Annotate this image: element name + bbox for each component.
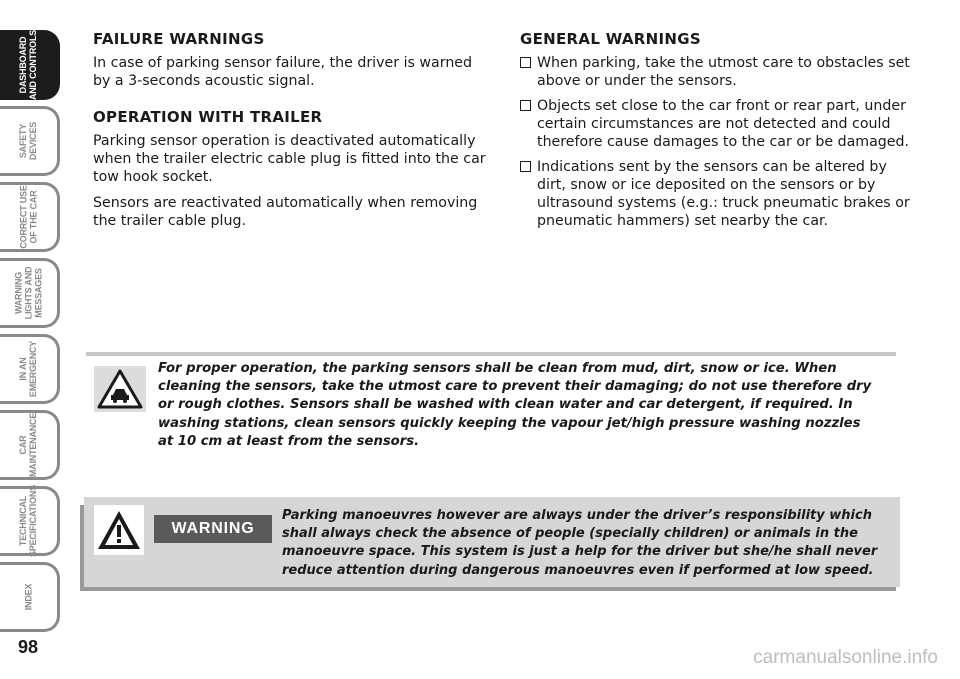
failure-warnings-text: In case of parking sensor failure, the driver is warned by a 3-seconds acoustic signal. [93, 55, 473, 89]
checkbox-square-icon [520, 100, 531, 111]
tab-dashboard-and-controls[interactable] [0, 30, 60, 100]
checkbox-square-icon [520, 161, 531, 172]
care-note-text: For proper operation, the parking sensors shall be clean from mud, dirt, snow or ice. When cleaning the sensors, take the utmost care to prevent their damaging; do not use therefore dry or rough clothes. Sensors shall be washed with clean water and car detergent, if required. In washing stations, clean sensors quickly keeping the vapour jet/high pressure washing nozzles at 10 cm at least from the sensors. [158, 361, 872, 449]
tab-index[interactable] [0, 562, 60, 632]
tab-in-an-emergency[interactable] [0, 334, 60, 404]
watermark: carmanualsonline.info [753, 647, 938, 668]
tab-label: WARNING LIGHTS AND MESSAGES [13, 266, 44, 320]
tab-label: TECHNICAL SPECIFICATIONS [18, 484, 39, 558]
list-item [520, 54, 915, 90]
warning-box [84, 497, 900, 587]
general-warnings-list [520, 54, 915, 230]
tab-warning-lights[interactable] [0, 258, 60, 328]
list-item-text: When parking, take the utmost care to obstacles set above or under the sensors. [537, 55, 910, 89]
operation-trailer-text-1: Parking sensor operation is deactivated automatically when the trailer electric cable plug is fitted into the car tow hook socket. [93, 133, 486, 185]
chapter-tabs [0, 30, 72, 630]
tab-label: SAFETY DEVICES [18, 121, 39, 161]
tab-label: CORRECT USE OF THE CAR [18, 185, 39, 249]
exclamation-triangle-icon [94, 505, 144, 555]
tab-label: INDEX [23, 583, 34, 611]
operation-trailer-heading: OPERATION WITH TRAILER [93, 108, 323, 126]
general-warnings-heading: GENERAL WARNINGS [520, 30, 701, 48]
tab-car-maintenance[interactable] [0, 410, 60, 480]
warning-text: Parking manoeuvres however are always under the driver’s responsibility which shall always check the absence of people (specially children) or animals in the manoeuvre space. This system is just a help for the driver but she/he shall never reduce attention during dangerous manoeuvres even if performed at low speed. [282, 508, 878, 578]
tab-safety-devices[interactable] [0, 106, 60, 176]
failure-warnings-heading: FAILURE WARNINGS [93, 30, 265, 48]
tab-correct-use[interactable] [0, 182, 60, 252]
tab-label: IN AN EMERGENCY [18, 340, 39, 398]
tab-label: CAR MAINTENANCE [18, 412, 39, 478]
left-column [93, 30, 488, 238]
right-column [520, 30, 915, 237]
tab-label: DASHBOARD AND CONTROLS [18, 29, 39, 101]
list-item-text: Objects set close to the car front or rear part, under certain circumstances are not detected and could therefore cause damages to the car or be damaged. [537, 98, 910, 150]
list-item [520, 97, 915, 151]
car-warning-icon [94, 366, 146, 412]
warning-label: WARNING [154, 515, 272, 543]
care-note-box [86, 352, 896, 468]
list-item [520, 158, 915, 230]
page-number: 98 [18, 637, 39, 657]
tab-technical-specifications[interactable] [0, 486, 60, 556]
operation-trailer-text-2: Sensors are reactivated automatically when removing the trailer cable plug. [93, 195, 478, 229]
checkbox-square-icon [520, 57, 531, 68]
list-item-text: Indications sent by the sensors can be altered by dirt, snow or ice deposited on the sensors or by ultrasound systems (e.g.: truck pneumatic brakes or pneumatic hammers) set nearby the car. [537, 159, 910, 229]
